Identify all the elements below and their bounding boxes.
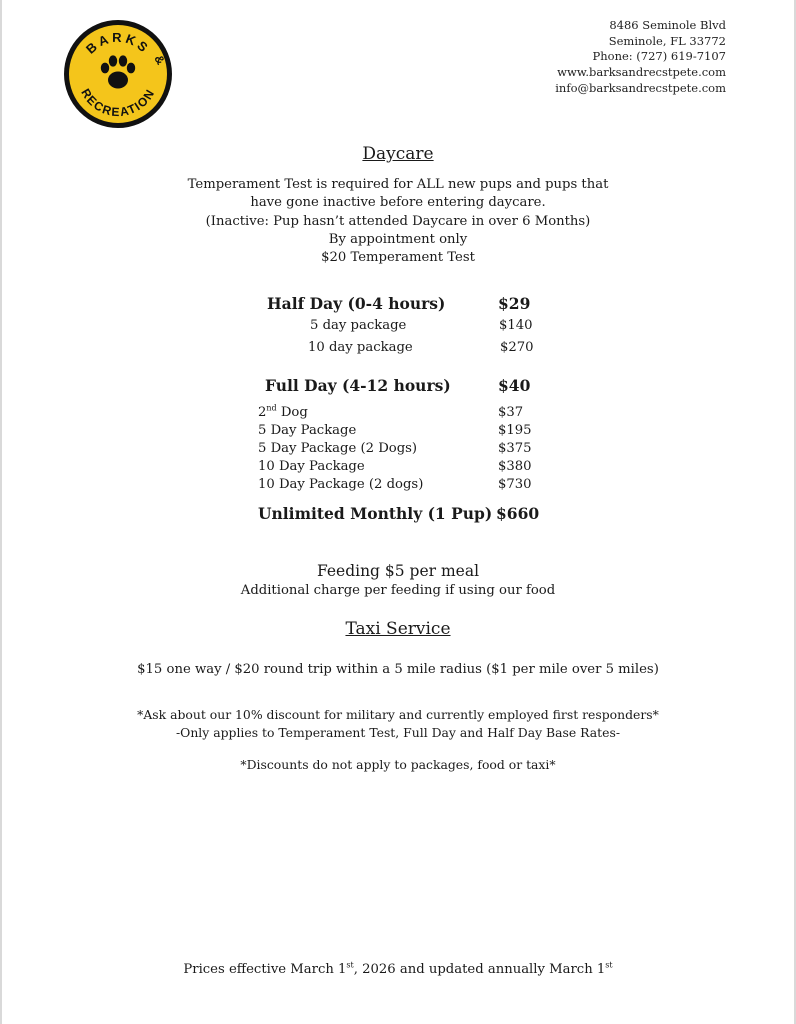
discount-note [0,706,796,741]
contact-street: 8486 Seminole Blvd [609,18,726,32]
taxi-heading: Taxi Service [345,619,451,639]
half-day-package-label: 10 day package [308,340,413,355]
barks-and-recreation-logo [62,18,174,130]
second-dog-label: 2nd Dog [258,403,308,420]
half-day-package-price: $270 [500,340,534,355]
contact-city: Seminole, FL 33772 [608,33,726,48]
intro-line: By appointment only [328,231,468,247]
half-day-label: Half Day (0-4 hours) [267,294,446,313]
contact-block [555,18,726,97]
full-day-package-price: $730 [498,477,532,492]
full-day-package-label: 5 Day Package (2 Dogs) [258,441,418,456]
logo-bottom-text: RECREATION [78,86,158,120]
full-day-package-label: 5 Day Package [258,423,357,438]
half-day-package-label: 5 day package [310,318,407,333]
full-day-package-label: 10 Day Package [258,459,365,474]
half-day-package-price: $140 [499,318,533,333]
feeding-subtitle: Additional charge per feeding if using our food [240,583,556,598]
full-day-package-price: $195 [498,423,532,438]
contact-phone: Phone: (727) 619-7107 [592,49,726,64]
contact-website[interactable]: www.barksandrecstpete.com [557,65,726,80]
discount-line-1: *Ask about our 10% discount for military and currently employed first responders* [137,707,659,722]
intro-line: (Inactive: Pup hasn’t attended Daycare in over 6 Months) [205,213,591,229]
discount-line-3: *Discounts do not apply to packages, food or taxi* [240,757,556,772]
intro-line: have gone inactive before entering daycare. [250,195,546,211]
daycare-intro [0,176,796,267]
discount-line-2: -Only applies to Temperament Test, Full Day and Half Day Base Rates- [175,724,621,740]
logo-top-text: BARKS [83,29,154,57]
full-day-package-price: $375 [498,441,532,456]
half-day-price: $29 [498,294,531,313]
full-day-label: Full Day (4-12 hours) [265,376,451,395]
unlimited-price: $660 [496,504,540,523]
second-dog-price: $37 [498,405,524,420]
full-day-package-price: $380 [498,459,532,474]
intro-line: Temperament Test is required for ALL new pups and pups that [187,177,609,192]
full-day-price: $40 [498,376,531,395]
daycare-heading: Daycare [362,144,434,164]
prices-effective-footer: Prices effective March 1st, 2026 and updated annually March 1st [183,960,613,977]
full-day-package-label: 10 Day Package (2 dogs) [258,477,424,492]
feeding-title: Feeding $5 per meal [316,562,480,580]
contact-email[interactable]: info@barksandrecstpete.com [555,80,726,95]
intro-line: $20 Temperament Test [321,250,475,266]
unlimited-label: Unlimited Monthly (1 Pup) [258,504,493,523]
taxi-details: $15 one way / $20 round trip within a 5 mile radius ($1 per mile over 5 miles) [137,662,659,677]
logo-ampersand: & [151,52,168,68]
